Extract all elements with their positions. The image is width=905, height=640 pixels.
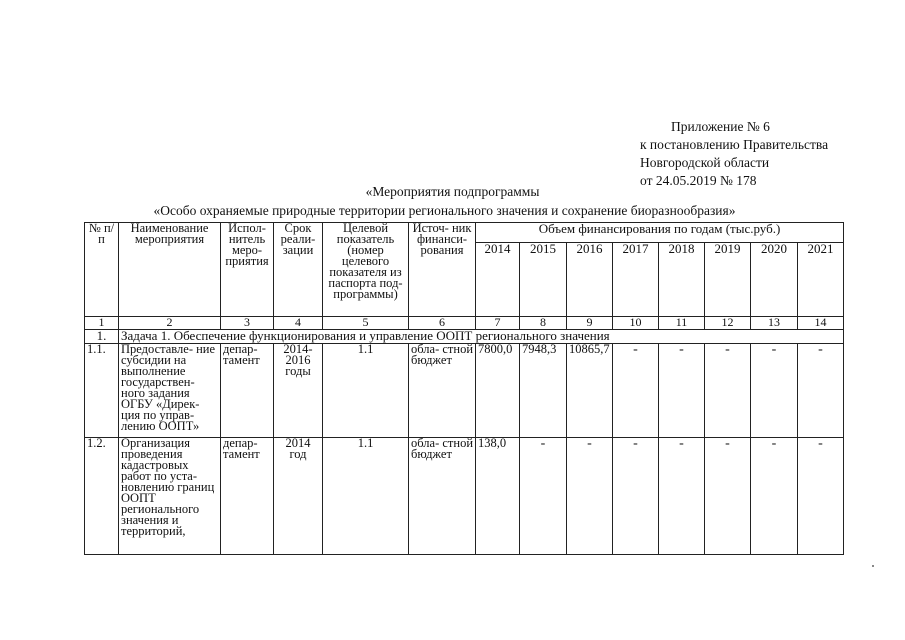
header-funding: Объем финансирования по годам (тыс.руб.) xyxy=(476,223,844,243)
header-year: 2017 xyxy=(613,243,659,317)
task-row xyxy=(85,330,844,344)
column-number: 5 xyxy=(323,317,409,330)
table-row xyxy=(85,438,844,555)
appendix-line-2: к постановлению Правительства xyxy=(640,137,829,152)
row-target: 1.1 xyxy=(323,344,409,438)
row-target: 1.1 xyxy=(323,438,409,555)
column-numbers-row xyxy=(85,317,844,330)
header-year: 2015 xyxy=(520,243,567,317)
row-source: обла- стной бюджет xyxy=(409,438,476,555)
header-year: 2019 xyxy=(705,243,751,317)
row-executor: депар- тамент xyxy=(221,344,274,438)
column-number: 3 xyxy=(221,317,274,330)
row-value: 138,0 xyxy=(476,438,520,555)
header-executor: Испол- нитель меро- приятия xyxy=(221,223,274,317)
row-value: - xyxy=(520,438,567,555)
row-number: 1.2. xyxy=(85,438,119,555)
column-number: 2 xyxy=(119,317,221,330)
row-name: Организация проведения кадастровых работ по уста- новлению границ ООПТ регионального значения и территорий, xyxy=(119,438,221,555)
measures-table xyxy=(84,222,844,555)
header-row-1 xyxy=(85,223,844,243)
row-value: - xyxy=(705,438,751,555)
row-term: 2014- 2016 годы xyxy=(274,344,323,438)
row-value: - xyxy=(751,438,798,555)
row-value: 7800,0 xyxy=(476,344,520,438)
appendix-line-4: от 24.05.2019 № 178 xyxy=(640,173,757,188)
column-number: 12 xyxy=(705,317,751,330)
row-value: - xyxy=(751,344,798,438)
row-value: - xyxy=(798,344,844,438)
column-number: 7 xyxy=(476,317,520,330)
row-executor: депар- тамент xyxy=(221,438,274,555)
header-year: 2018 xyxy=(659,243,705,317)
appendix-line-3: Новгородской области xyxy=(640,155,770,170)
row-value: - xyxy=(659,344,705,438)
column-number: 13 xyxy=(751,317,798,330)
column-number: 10 xyxy=(613,317,659,330)
row-number: 1.1. xyxy=(85,344,119,438)
header-term: Срок реали- зации xyxy=(274,223,323,317)
row-value: - xyxy=(705,344,751,438)
document-title-line-1: «Мероприятия подпрограммы xyxy=(365,184,540,199)
header-name: Наименование мероприятия xyxy=(119,223,221,317)
row-value: - xyxy=(798,438,844,555)
column-number: 9 xyxy=(567,317,613,330)
row-source: обла- стной бюджет xyxy=(409,344,476,438)
row-value: - xyxy=(659,438,705,555)
header-target: Целевой показатель (номер целевого показателя из паспорта под- программы) xyxy=(323,223,409,317)
row-name: Предоставле- ние субсидии на выполнение государствен- ного задания ОГБУ «Дирек- ция по управ- лению ООПТ» xyxy=(119,344,221,438)
table-row xyxy=(85,344,844,438)
scan-speck xyxy=(872,565,874,567)
task-text: Задача 1. Обеспечение функционирования и управление ООПТ регионального значения xyxy=(119,330,844,344)
row-value: - xyxy=(613,344,659,438)
header-year: 2014 xyxy=(476,243,520,317)
column-number: 11 xyxy=(659,317,705,330)
column-number: 1 xyxy=(85,317,119,330)
column-number: 8 xyxy=(520,317,567,330)
column-number: 14 xyxy=(798,317,844,330)
row-value: - xyxy=(613,438,659,555)
column-number: 4 xyxy=(274,317,323,330)
header-num: № п/п xyxy=(85,223,119,317)
row-value: 10865,7 xyxy=(567,344,613,438)
appendix-block xyxy=(640,118,828,190)
row-value: - xyxy=(567,438,613,555)
appendix-line-1: Приложение № 6 xyxy=(671,119,770,134)
header-source: Источ- ник финанси- рования xyxy=(409,223,476,317)
header-year: 2021 xyxy=(798,243,844,317)
column-number: 6 xyxy=(409,317,476,330)
document-title-line-2: «Особо охраняемые природные территории регионального значения и сохранение биоразнообразия» xyxy=(153,203,736,218)
row-term: 2014 год xyxy=(274,438,323,555)
row-value: 7948,3 xyxy=(520,344,567,438)
header-year: 2020 xyxy=(751,243,798,317)
header-year: 2016 xyxy=(567,243,613,317)
task-number: 1. xyxy=(85,330,119,344)
